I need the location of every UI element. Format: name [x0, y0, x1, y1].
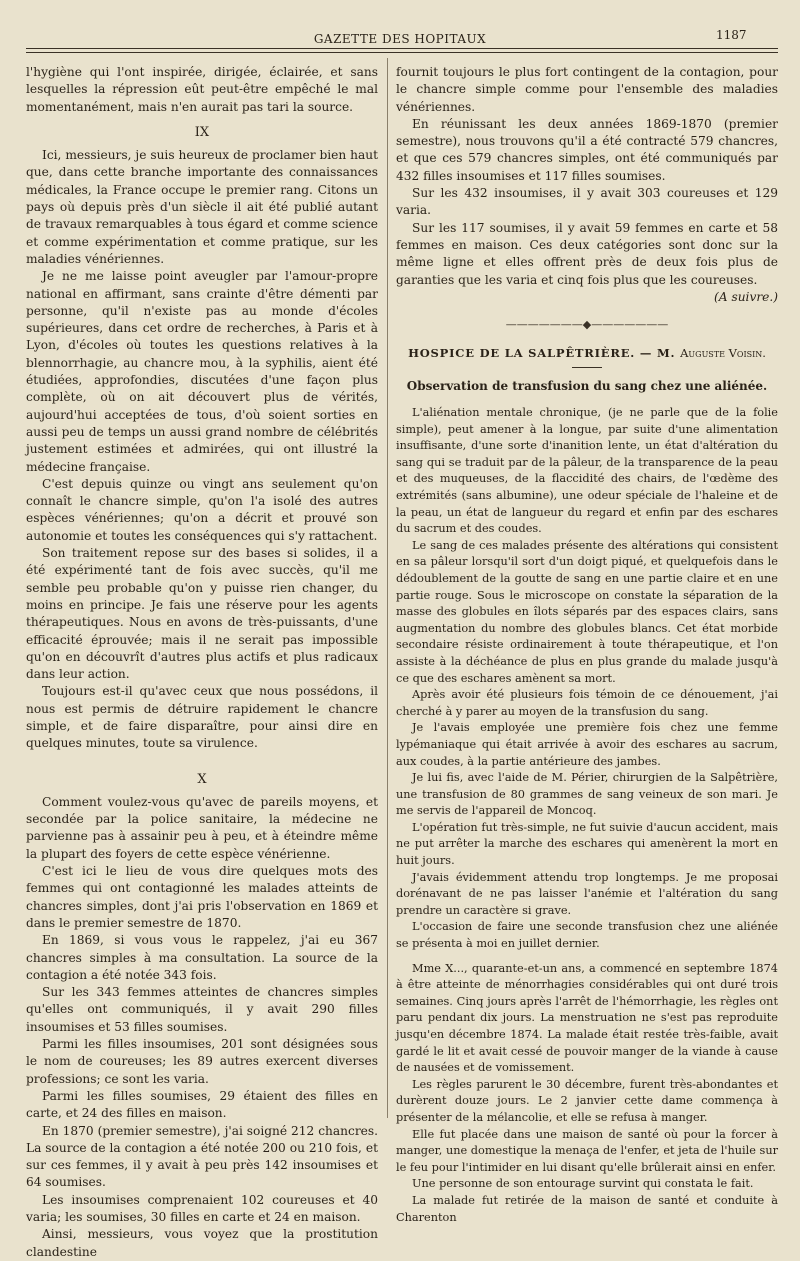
author-name: Auguste Voisin.: [680, 346, 766, 361]
paragraph: Les insoumises comprenaient 102 coureuses et 40 varia; les soumises, 30 filles en carte et 24 en maison.: [26, 1192, 378, 1224]
paragraph: Une personne de son entourage survint qui constata le fait.: [412, 1177, 754, 1191]
hospice-title: HOSPICE DE LA SALPÊTRIÈRE. — M.: [408, 346, 676, 361]
paragraph: Parmi les filles insoumises, 201 sont désignées sous le nom de coureuses; les 89 autres exercent diverses professions; ce sont les varia.: [26, 1037, 378, 1086]
paragraph: La malade fut retirée de la maison de santé et conduite à Charenton: [396, 1193, 778, 1224]
paragraph: Parmi les filles soumises, 29 étaient des filles en carte, et 24 des filles en maison.: [26, 1088, 378, 1121]
paragraph: Mme X..., quarante-et-un ans, a commencé en septembre 1874 à être atteinte de ménorrhagies considérables qui ont duré trois semaines. Cinq jours après l'arrêt de l'hémorrhagie, les règles ont paru pendant dix jours. La menstruation ne s'est pas reproduite jusqu'en décembre 1874. La malade était restée très-faible, avait gardé le lit et avait cessé de pouvoir manger de la viande à cause de nausées et de vomissement.: [396, 961, 778, 1075]
paragraph: Son traitement repose sur des bases si solides, il a été expérimenté tant de fois avec succès, qu'il me semble peu probable qu'on y puisse rien changer, du moins en principe. Je fais une réserve pour les agents thérapeutiques. Nous en avons de très-puissants, d'une efficacité éprouvée; mais il ne serait pas impossible qu'on en découvrît d'autres plus actifs et plus radicaux dans leur action.: [26, 546, 378, 682]
paragraph: Elle fut placée dans une maison de santé où pour la forcer à manger, une domestique la menaça de l'enfer, et jeta de l'huile sur le feu pour l'intimider en lui disant qu'elle brûlerait ainsi en enfer.: [396, 1127, 778, 1174]
paragraph: Les règles parurent le 30 décembre, furent très-abondantes et durèrent douze jours. Le 2 janvier cette dame commença à présenter de la mélancolie, et elle se refusa à manger.: [396, 1077, 778, 1124]
paragraph: Je lui fis, avec l'aide de M. Périer, chirurgien de la Salpêtrière, une transfusion de 80 grammes de sang veineux de son mari. Je me servis de l'appareil de Moncoq.: [396, 771, 778, 818]
ornament-divider-icon: ———————◆———————: [505, 318, 669, 332]
header-rule: [26, 48, 778, 53]
paragraph: C'est depuis quinze ou vingt ans seulement qu'on connaît le chancre simple, qu'on l'a isolé des autres espèces vénériennes; qu'on a décrit et prouvé son autonomie et toutes les conséquences qui s'y rattachent.: [26, 476, 378, 543]
paragraph: En réunissant les deux années 1869-1870 (premier semestre), nous trouvons qu'il a été contracté 579 chancres, et que ces 579 chancres simples, ont été communiqués par 432 filles insoumises et 117 filles soumises.: [396, 116, 778, 183]
paragraph: Ainsi, messieurs, vous voyez que la prostitution clandestine: [26, 1227, 378, 1259]
column-divider: [387, 58, 388, 1118]
section-heading-x: X: [197, 771, 207, 787]
right-column: [396, 64, 778, 1226]
paragraph: C'est ici le lieu de vous dire quelques mots des femmes qui ont contagionné les malades atteints de chancres simples, dont j'ai pris l'observation en 1869 et dans le premier semestre de 1870.: [26, 864, 378, 930]
paragraph: Ici, messieurs, je suis heureux de proclamer bien haut que, dans cette branche importante des connaissances médicales, la France occupe le premier rang. Citons un pays où depuis près d'un siècle il ait été publié autant de travaux remarquables à tous égard et comme science et comme expérimentation et comme pratique, sur les maladies vénériennes.: [26, 148, 378, 266]
title-rule: [572, 367, 602, 368]
paragraph: L'occasion de faire une seconde transfusion chez une aliénée se présenta à moi en juillet dernier.: [396, 920, 778, 951]
to-be-continued: (A suivre.): [714, 289, 778, 304]
paragraph: Le sang de ces malades présente des altérations qui consistent en sa pâleur lorsqu'il sort d'un doigt piqué, et quelquefois dans le dédoublement de la goutte de sang en une partie claire et en une partie rouge. Sous le microscope on constate la séparation de la masse des globules en îlots séparés par des espaces clairs, sans augmentation du nombre des globules blancs. Cet état morbide secondaire résiste ordinairement à toute thérapeutique, et l'on assiste à la déchéance de plus en plus grande du malade jusqu'à ce que des eschares amènent sa mort.: [396, 538, 778, 685]
paragraph: Après avoir été plusieurs fois témoin de ce dénouement, j'ai cherché à y parer au moyen de la transfusion du sang.: [396, 688, 778, 718]
paragraph: En 1869, si vous vous le rappelez, j'ai eu 367 chancres simples à ma consultation. La source de la contagion a été notée 343 fois.: [26, 933, 378, 982]
paragraph: En 1870 (premier semestre), j'ai soigné 212 chancres. La source de la contagion a été notée 200 ou 210 fois, et sur ces femmes, il y avait à peu près 142 insoumises et 64 soumises.: [26, 1123, 378, 1190]
paragraph: Je ne me laisse point aveugler par l'amour-propre national en affirmant, sans crainte d'être démenti par personne, qu'il n'existe pas au monde d'écoles supérieures, dans cet ordre de recherches, à Paris et à Lyon, d'écoles où toutes les questions relatives à la blennorrhagie, au chancre mou, à la syphilis, aient été étudiées, approfondies, discutées d'une façon plus complète, où on ait découvert plus de vérités, aujourd'hui acceptées de tous, d'où soient sorties en aussi peu de temps un aussi grand nombre de célébrités justement estimées et admirées, qui ont illustré la médecine française.: [26, 269, 378, 474]
paragraph: Sur les 117 soumises, il y avait 59 femmes en carte et 58 femmes en maison. Ces deux catégories sont donc sur la même ligne et elles offrent près de deux fois plus de garanties que les varia et cinq fois plus que les coureuses.: [396, 220, 778, 287]
left-column: [26, 64, 378, 1261]
paragraph: J'avais évidemment attendu trop longtemps. Je me proposai dorénavant de ne pas laisser l'anémie et l'altération du sang prendre un caractère si grave.: [396, 870, 778, 917]
paragraph: l'hygiène qui l'ont inspirée, dirigée, éclairée, et sans lesquelles la répression eût peut-être empêché le mal momentanément, mais n'en aurait pas tari la source.: [26, 65, 378, 114]
journal-title: GAZETTE DES HOPITAUX: [313, 32, 487, 46]
paragraph: Toujours est-il qu'avec ceux que nous possédons, il nous est permis de détruire rapidement le chancre simple, et de faire disparaître, pour ainsi dire en quelques minutes, toute sa virulence.: [26, 684, 378, 751]
observation-body: [396, 405, 778, 1226]
paragraph: Comment voulez-vous qu'avec de pareils moyens, et secondée par la police sanitaire, la médecine ne parvienne pas à assainir peu à peu, et à éteindre même la plupart des foyers de cette espèce vénérienne.: [26, 794, 378, 861]
paragraph: L'opération fut très-simple, ne fut suivie d'aucun accident, mais ne put arrêter la marche des eschares qui amenèrent la mort en huit jours.: [396, 820, 778, 868]
article-title: [396, 345, 778, 362]
paragraph: Sur les 343 femmes atteintes de chancres simples qu'elles ont communiqués, il y avait 290 filles insoumises et 53 filles soumises.: [26, 985, 378, 1034]
paragraph: Sur les 432 insoumises, il y avait 303 coureuses et 129 varia.: [396, 186, 778, 218]
observation-title: Observation de transfusion du sang chez une aliénée.: [406, 378, 768, 393]
paragraph: fournit toujours le plus fort contingent de la contagion, pour le chancre simple comme pour l'ensemble des maladies vénériennes.: [396, 65, 778, 114]
page-number: 1187: [716, 28, 747, 42]
paragraph: L'aliénation mentale chronique, (je ne parle que de la folie simple), peut amener à la longue, par suite d'une alimentation insuffisante, d'une sorte d'inanition lente, un état d'altération du sang qui se traduit par de la pâleur, de la transparence de la peau et des muqueuses, de la flaccidité des chairs, de l'œdème des extrémités (sans albumine), une odeur spéciale de l'haleine et de la peau, un état de langueur du regard et enfin par des eschares du sacrum et des coudes.: [396, 406, 778, 536]
paragraph: Je l'avais employée une première fois chez une femme lypémaniaque qui était arrivée à avoir des eschares au sacrum, aux coudes, à la partie antérieure des jambes.: [396, 721, 778, 768]
section-heading-ix: IX: [194, 124, 210, 140]
